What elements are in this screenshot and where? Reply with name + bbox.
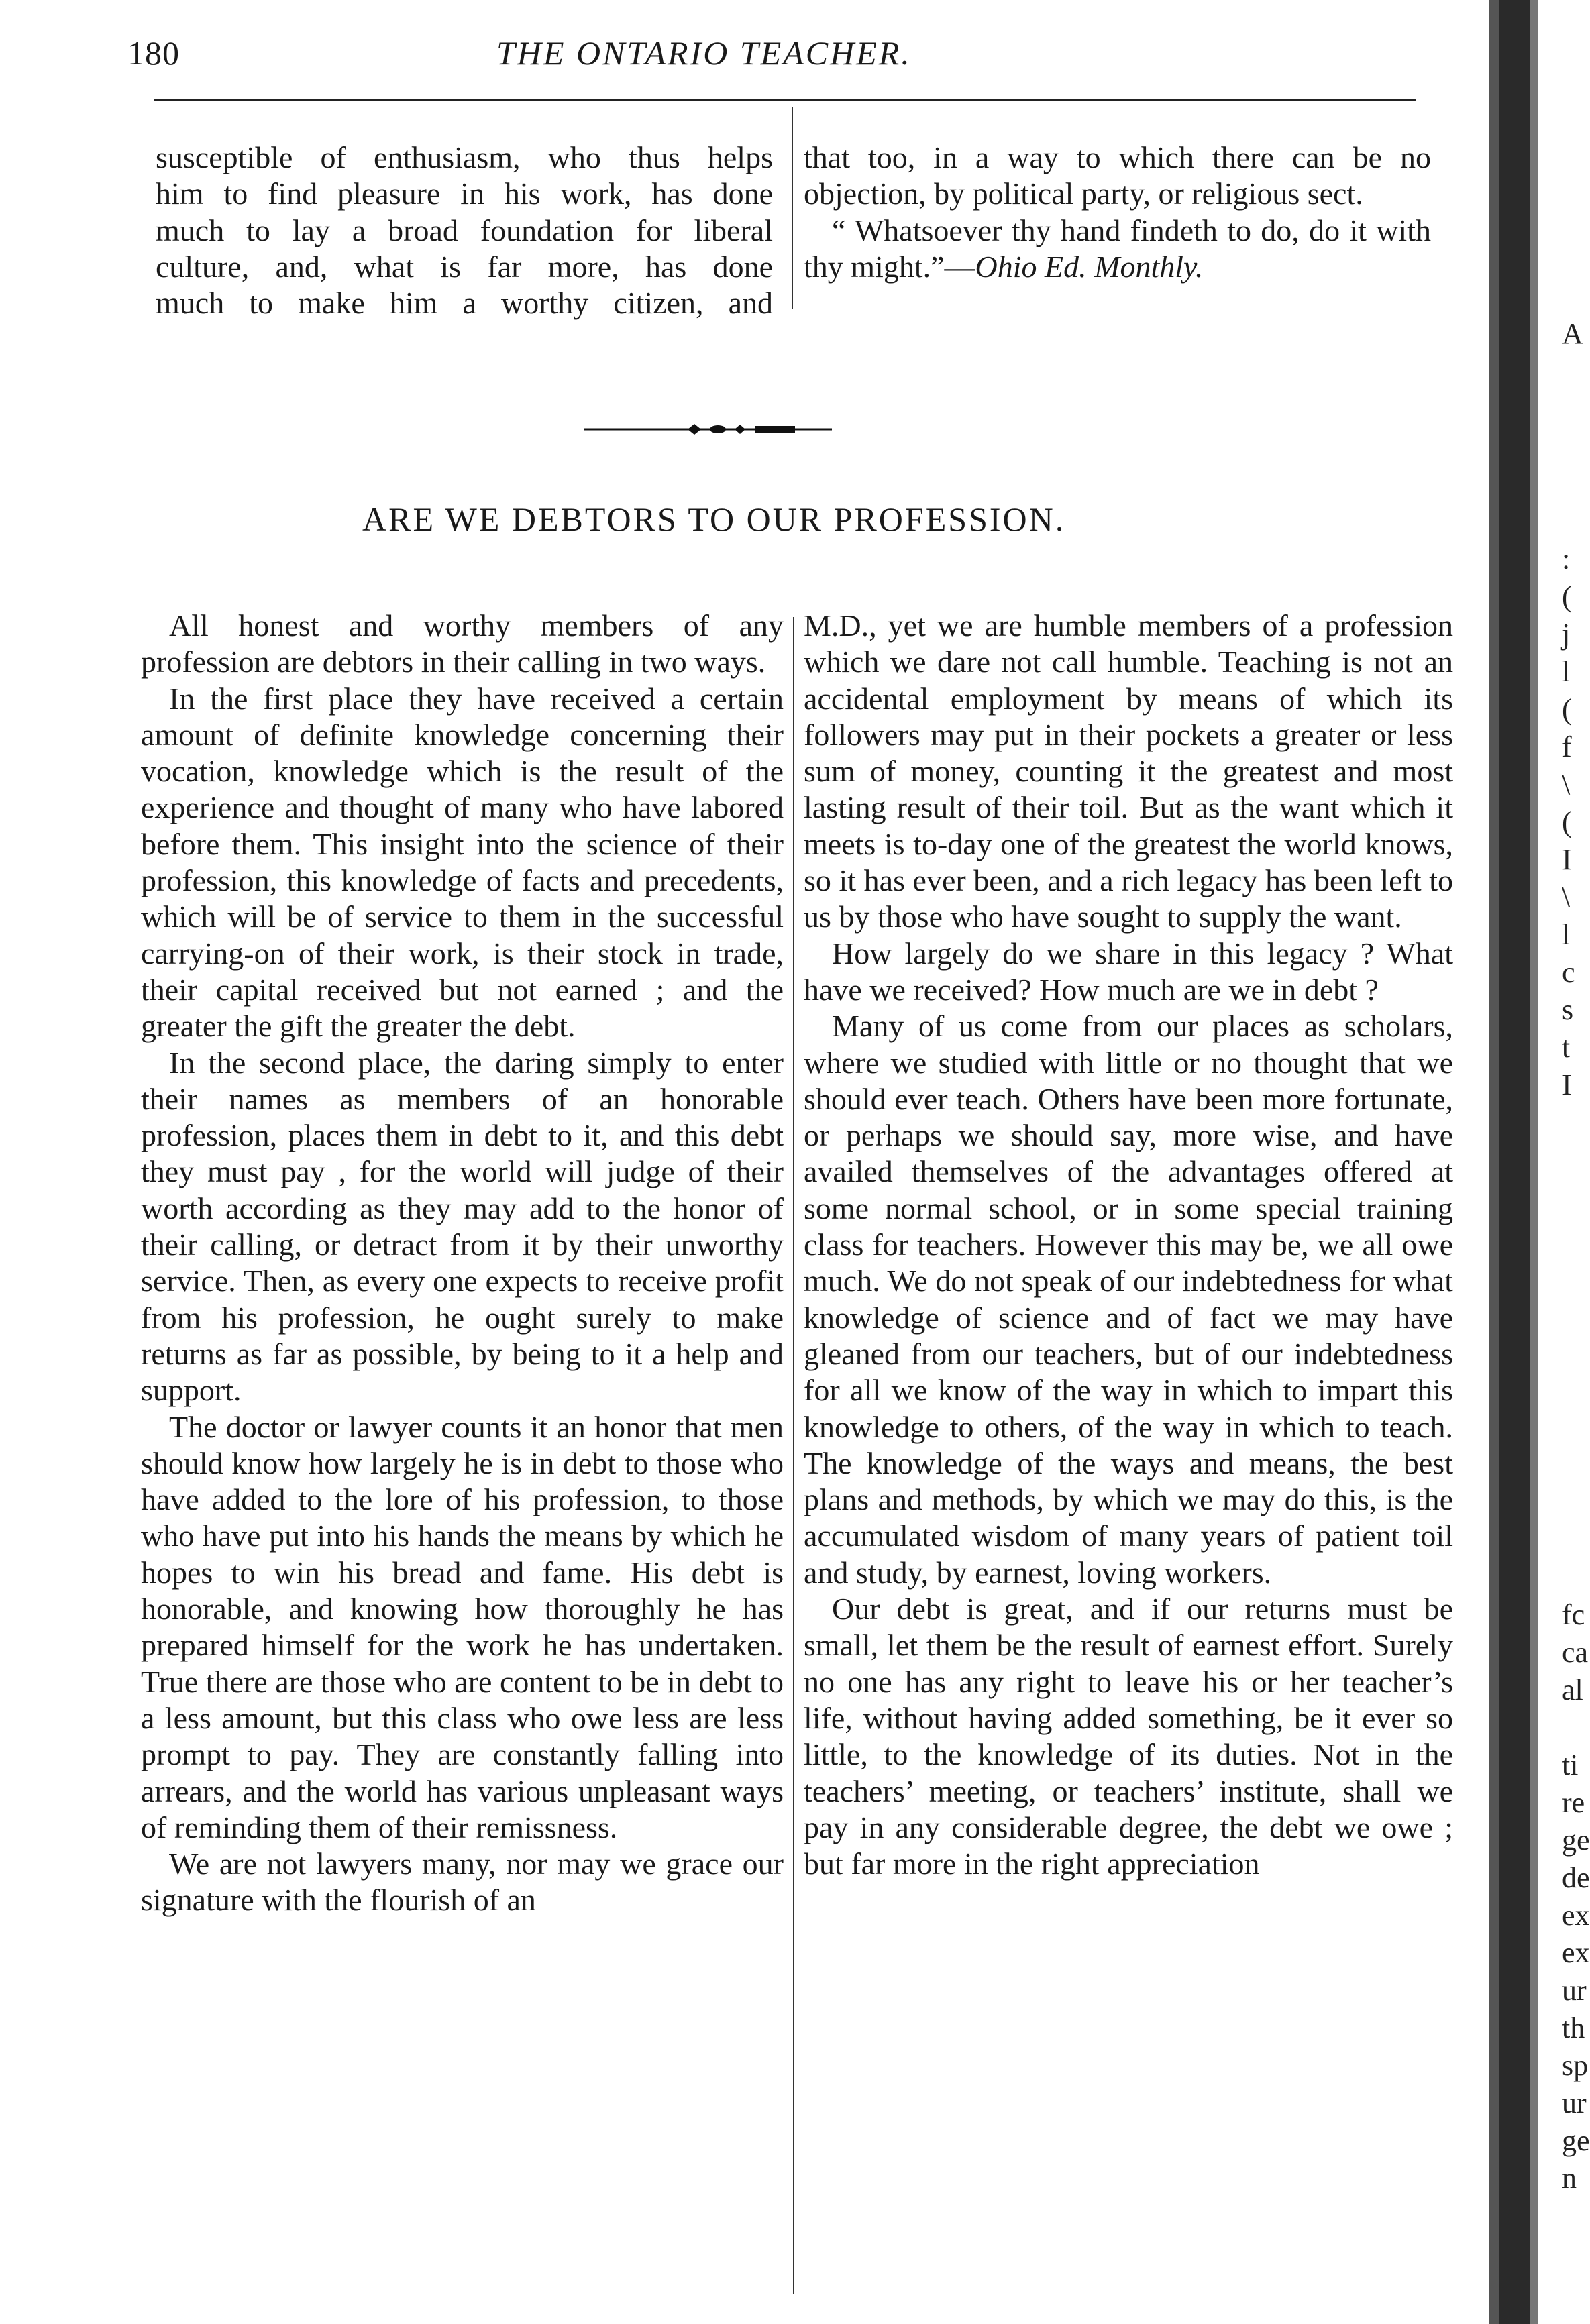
article-right-column [804,608,1453,1882]
edge-fragments-upper [1562,315,1585,1104]
paragraph: Our debt is great, and if our returns must be small, let them be the result of earnest effort. Surely no one has any right to leave his or her teacher’s life, without having added something, be it ever so little, to the knowledge of its duties. Not in the teachers’ meeting, or teachers’ institute, shall we pay in any considerable degree, the debt we owe ; but far more in the right appreciation [804,1592,1453,1881]
paragraph: All honest and worthy members of any profession are debtors in their calling in two ways. [141,608,784,679]
edge-fragment: ex [1562,1899,1590,1932]
edge-fragment: al [1562,1673,1583,1706]
article-left-column [141,608,784,1919]
edge-fragment: sp [1562,2049,1589,2082]
article-title: ARE WE DEBTORS TO OUR PROFESSION. [362,500,1066,538]
edge-fragment: I [1562,1068,1572,1101]
paragraph: In the first place they have received a certain amount of definite knowledge concerning their vocation, knowledge which is the result of the experience and thought of many who have labored before them. This insight into the science of their profession, this knowledge of facts and precedents, which will be of service to them in the successful carrying-on of their work, is their stock in trade, their capital received but not earned ; and the greater the gift the greater the debt. [141,681,784,1044]
paragraph: M.D., yet we are humble members of a profession which we dare not call humble. Teaching is not an accidental employment by means of which its followers may put in their pockets a greater or less sum of money, counting it the greatest and most lasting result of their toil. But as the want which it meets is to-day one of the greatest the world knows, so it has ever been, and a rich legacy has been left to us by those who have sought to supply the want. [804,608,1453,934]
edge-fragment: ex [1562,1936,1590,1969]
column-rule-top [792,107,793,309]
page-header [127,25,1422,86]
edge-fragments-lower [1562,1596,1590,2197]
paragraph: We are not lawyers many, nor may we grace our signature with the flourish of an [141,1846,784,1918]
closing-quote [804,213,1431,286]
edge-fragment: : [1562,543,1571,575]
article-right-paragraphs [804,608,1453,1882]
edge-fragment: ur [1562,2087,1587,2119]
edge-fragment: ( [1562,580,1572,613]
edge-fragment: ge [1562,1824,1590,1857]
text-line: susceptible of enthusiasm, who thus helps [156,140,773,174]
edge-fragment [1562,353,1585,390]
edge-fragment: de [1562,1861,1590,1894]
edge-fragment [1562,1709,1585,1747]
edge-fragment [1562,503,1585,541]
edge-fragment [1562,465,1585,503]
quote-source: Ohio Ed. Monthly. [975,249,1204,284]
edge-fragment: A [1562,317,1583,350]
previous-article-right-column [804,140,1431,285]
text-line: him to find pleasure in his work, has done [156,176,773,211]
paragraph: The doctor or lawyer counts it an honor that men should know how largely he is in debt to those who have added to the lore of his profession, to those who have put into his hands the means by which he hopes to win his bread and fame. His debt is honorable, and knowing how thoroughly he has prepared himself for the work he has undertaken. True there are those who are content to be in debt to a less amount, but this class who owe less are less prompt to pay. They are constantly falling into arrears, and the world has various unpleasant ways of reminding them of their remissness. [141,1409,784,1844]
edge-fragment: ti [1562,1749,1579,1781]
edge-fragment: ( [1562,806,1572,838]
edge-fragment: I [1562,843,1572,876]
paragraph: How largely do we share in this legacy ? What have we received? How much are we in debt ? [804,936,1453,1007]
edge-fragment: \ [1562,768,1571,801]
column-rule-article [793,617,794,2294]
edge-fragment: s [1562,993,1574,1026]
article-left-paragraphs [141,608,784,1919]
edge-fragment: c [1562,956,1575,989]
previous-article-lines [156,140,773,321]
edge-fragment: re [1562,1786,1585,1819]
edge-fragment: l [1562,655,1571,688]
header-rule [154,99,1416,101]
text-line: culture, and, what is far more, has done [156,249,773,284]
text-line: much to lay a broad foundation for liberal [156,213,773,247]
edge-fragment [1562,390,1585,428]
previous-article-left-column [156,140,773,321]
page-number: 180 [127,34,180,72]
ornamental-divider [584,416,832,443]
edge-fragment: \ [1562,881,1571,914]
edge-fragment: t [1562,1031,1571,1064]
previous-article-text: that too, in a way to which there can be no objection, by political party, or religious sect. [804,140,1431,211]
edge-fragment [1562,428,1585,465]
edge-fragment: j [1562,618,1571,651]
binding-shadow [1483,0,1556,2324]
running-title: THE ONTARIO TEACHER. [496,34,912,72]
edge-fragment: ur [1562,1974,1587,2007]
text-line: much to make him a worthy citizen, and [156,286,773,321]
paragraph: In the second place, the daring simply to enter their names as members of an honorable profession, places them in debt to it, and this debt they must pay , for the world will judge of their worth according as they may add to the honor of their calling, or detract from it by their unworthy service. Then, as every one expects to receive profit from his profession, he ought surely to make returns as far as possible, by being to it a help and support. [141,1045,784,1408]
edge-fragment: fc [1562,1598,1585,1631]
edge-fragment: ca [1562,1636,1589,1669]
edge-fragment: n [1562,2162,1577,2195]
edge-fragment: th [1562,2011,1585,2044]
edge-fragment: l [1562,918,1571,951]
edge-fragment: ge [1562,2124,1590,2157]
paragraph: Many of us come from our places as scholars, where we studied with little or no thought that we should ever teach. Others have been more fortunate, or perhaps we should say, more wise, and have availed themselves of the advantages offered at some normal school, or in some special training class for teachers. However this may be, we all owe much. We do not speak of our indebtedness for what knowledge of science and of fact we may have gleaned from our teachers, but of our indebtedness for all we know of the way in which to impart this knowledge to others, of the way in which to teach. The knowledge of the ways and means, the best plans and methods, by which we may do this, is the accumulated wisdom of many years of patient toil and study, by earnest, loving workers. [804,1009,1453,1590]
edge-fragment: ( [1562,693,1572,726]
edge-fragment: f [1562,730,1572,763]
quote-text: “ Whatsoever thy hand findeth to do, do it with thy might.”— [804,213,1431,284]
